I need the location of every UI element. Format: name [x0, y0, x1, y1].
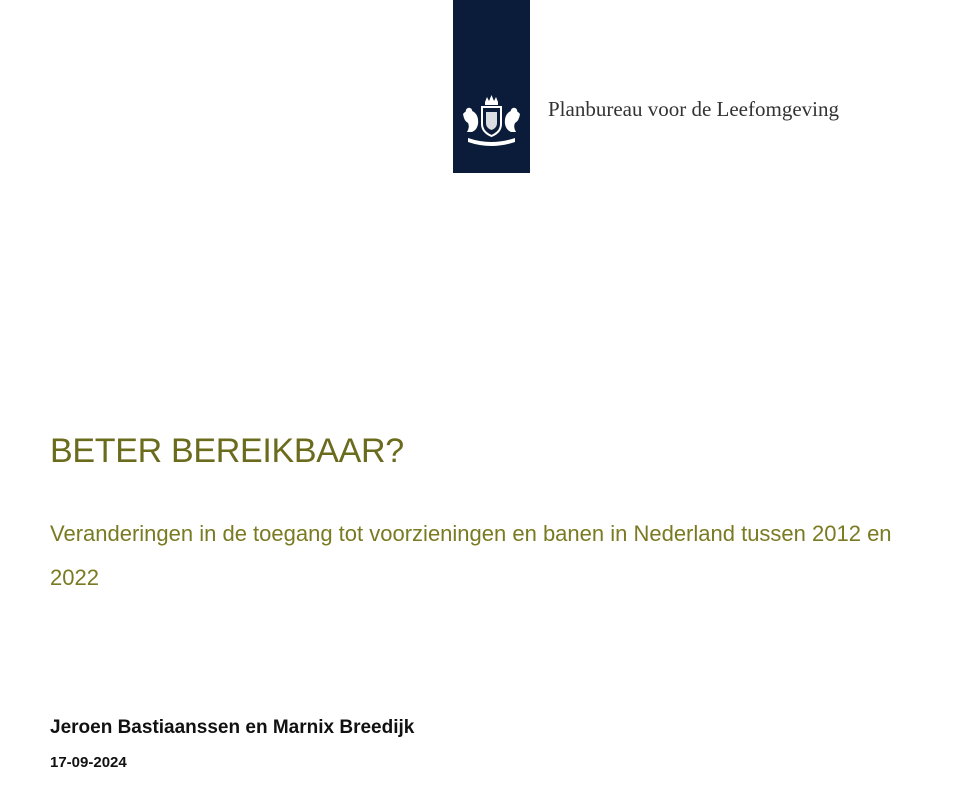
- organization-name: Planbureau voor de Leefomgeving: [548, 97, 839, 121]
- report-date: 17-09-2024: [50, 754, 127, 771]
- coat-of-arms-icon: [458, 94, 525, 154]
- report-subtitle: Veranderingen in de toegang tot voorzieningen en banen in Nederland tussen 2012 en 2022: [50, 521, 892, 590]
- report-title: BETER BEREIKBAAR?: [50, 432, 404, 470]
- report-authors: Jeroen Bastiaanssen en Marnix Breedijk: [50, 717, 415, 738]
